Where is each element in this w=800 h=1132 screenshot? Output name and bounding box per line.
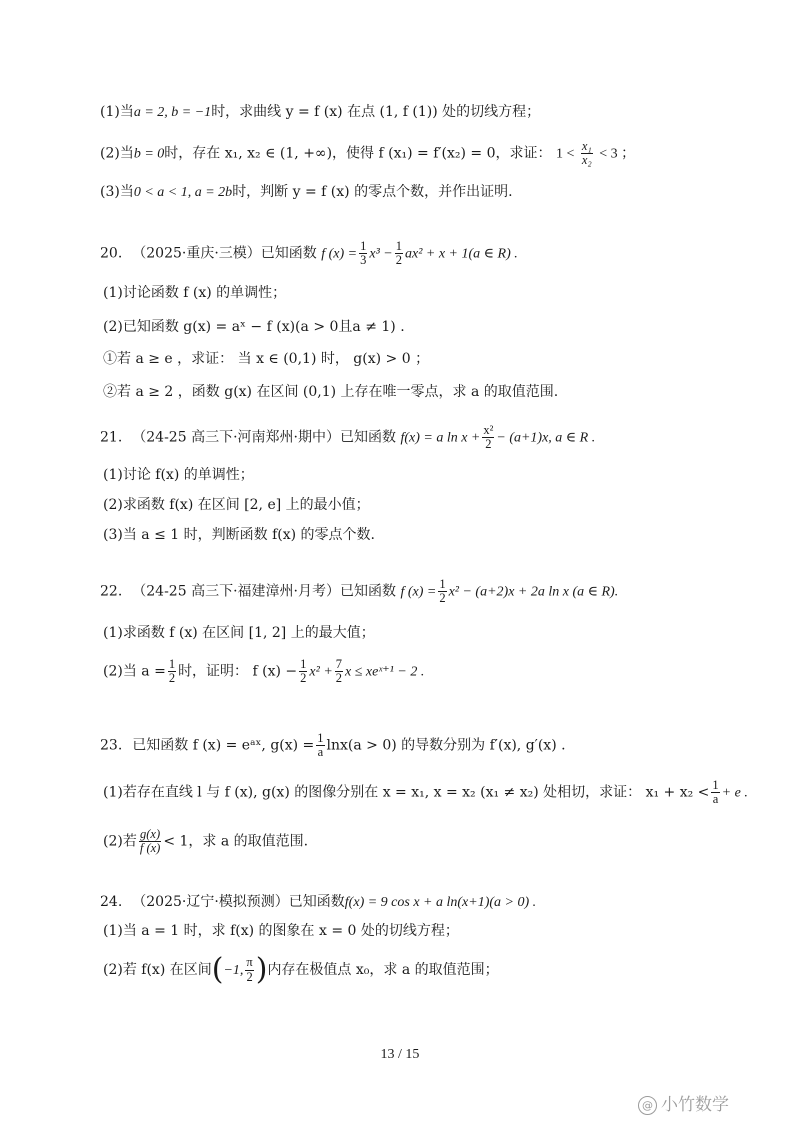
q19-p3-cond: 0 < a < 1, a = 2b [133,185,233,200]
q20-frac2 [395,240,403,267]
q20-func-tail: ax² + x + 1(a ∈ R) . [404,246,518,262]
q21-func-lhs: f(x) = a ln x + [400,430,481,446]
q22-part1: (1)求函数 f (x) 在区间 [1, 2] 上的最大值； [103,625,375,641]
q24-number: 24. [100,894,123,910]
q23-head-tail: lnx(a > 0) 的导数分别为 f′(x), g′(x) . [326,737,566,754]
frac-num: 1 [300,657,307,671]
q22-part2 [103,658,424,685]
frac-den: 2 [485,437,492,452]
frac-den: a [317,745,324,760]
q23-part1 [103,779,748,806]
q23-p2-label: (2)若 [103,833,137,850]
q23-part2 [103,828,308,855]
q19-p2-text: 时，存在 x₁, x₂ ∈ (1, +∞)，使得 f (x₁) = f′(x₂) = 0，求证： [164,145,552,162]
q22-number: 22. [100,583,123,600]
frac-num: π [246,955,253,970]
q24-header [100,893,536,912]
q21-header [100,424,595,451]
q23-p2-frac [139,828,161,855]
q22-p2-mid: 时，证明： f (x) − [178,663,298,680]
frac-den: x₂ [581,153,592,168]
q22-frac [438,578,446,605]
q19-p2-fraction [581,140,593,167]
frac-num: 1 [317,731,324,745]
frac-num: x² [483,423,494,437]
frac-num: 1 [712,778,719,792]
frac-num: 1 [395,239,402,253]
frac-num: 1 [168,657,176,671]
q19-p1-text: 时，求曲线 y = f (x) 在点 (1, f (1)) 处的切线方程； [211,104,541,120]
frac-num: 1 [360,239,367,253]
q23-frac [316,732,324,759]
frac-num: x₁ [581,139,592,153]
q19-p2-label: (2)当 [100,145,134,162]
q22-p2-frac1 [299,658,307,685]
q23-head: 已知函数 f (x) = eᵃˣ, g(x) = [132,737,315,754]
watermark-text: 小竹数学 [661,1095,729,1115]
q23-number: 23. [100,737,123,754]
q22-header [100,578,618,605]
q20-header [100,240,518,267]
q20-number: 20. [100,245,123,262]
q21-frac [482,424,494,451]
q24-p2-label: (2)若 f(x) 在区间 [103,962,212,978]
q19-part3 [100,183,513,202]
frac-den: 2 [395,253,402,268]
q20-part2: (2)已知函数 g(x) = aˣ − f (x)(a > 0且a ≠ 1) . [103,319,405,335]
right-paren: ) [255,952,268,987]
frac-den: 2 [439,591,446,606]
q21-func-tail: − (a+1)x, a ∈ R . [496,430,596,446]
frac-den: 2 [300,671,307,686]
q22-source: （24-25 高三下·福建漳州·月考）已知函数 [132,583,396,600]
q24-p2-pi-frac [245,956,253,983]
at-icon: @ [638,1096,657,1115]
q23-p1-frac [711,779,719,806]
q20-frac1 [359,240,367,267]
frac-den: f (x) [139,841,161,856]
q24-part2 [103,952,499,987]
q19-p2-ineq-right: < 3 ； [599,146,636,162]
q24-source: （2025·辽宁·模拟预测）已知函数 [132,894,345,910]
q22-func-lhs: f (x) = [400,584,437,600]
q19-part1 [100,103,540,122]
q23-header [100,732,566,759]
q19-p3-text: 时，判断 y = f (x) 的零点个数，并作出证明. [232,184,513,200]
q19-p1-label: (1)当 [100,104,134,120]
q19-p3-label: (3)当 [100,184,134,200]
page-number: 13 / 15 [380,1047,420,1062]
q24-p2-tail: 内存在极值点 x₀，求 a 的取值范围； [267,962,499,978]
q20-func-mid: x³ − [369,246,393,262]
q22-p2-tail: x ≤ xeˣ⁺¹ − 2 . [345,664,425,680]
q24-p2-int-left: −1, [223,963,244,978]
q20-part1: (1)讨论函数 f (x) 的单调性； [103,285,287,301]
q20-func-lhs: f (x) = [321,246,358,262]
q20-sub1: ①若 a ≥ e ，求证： 当 x ∈ (0,1) 时， g(x) > 0 ； [103,351,430,367]
q21-source: （24-25 高三下·河南郑州·期中）已知函数 [132,429,396,446]
q19-part2 [100,140,635,167]
q22-func-tail: x² − (a+2)x + 2a ln x (a ∈ R). [448,584,619,600]
q23-p1-tail: + e . [721,785,748,801]
q22-p2-a-frac [168,658,176,685]
q19-p1-cond: a = 2, b = −1 [133,105,212,120]
q21-part1: (1)讨论 f(x) 的单调性； [103,467,254,483]
q21-number: 21. [100,429,123,446]
left-paren: ( [211,952,224,987]
q20-source: （2025·重庆·三模）已知函数 [132,245,317,262]
q21-part3: (3)当 a ≤ 1 时，判断函数 f(x) 的零点个数. [103,527,375,543]
frac-den: a [712,792,719,807]
q23-p1-text: (1)若存在直线 l 与 f (x), g(x) 的图像分别在 x = x₁, x = x₂ (x₁ ≠ x₂) 处相切，求证： x₁ + x₂ < [103,784,710,801]
frac-den: 2 [335,671,343,686]
frac-den: 2 [246,969,253,984]
q22-p2-label: (2)当 a = [103,663,166,680]
q24-part1: (1)当 a = 1 时，求 f(x) 的图象在 x = 0 处的切线方程； [103,923,459,939]
q19-p2-cond: b = 0 [133,146,165,162]
q22-p2-frac2 [335,658,343,685]
frac-num: g(x) [140,827,161,841]
frac-num: 7 [335,657,343,671]
q19-p2-ineq-left: 1 < [555,146,575,162]
q21-part2: (2)求函数 f(x) 在区间 [2, e] 上的最小值； [103,497,370,513]
frac-den: 3 [360,253,367,268]
frac-num: 1 [439,577,446,591]
q22-p2-mid2: x² + [309,664,333,680]
q20-sub2: ②若 a ≥ 2 ，函数 g(x) 在区间 (0,1) 上存在唯一零点，求 a 的取值范围. [103,384,559,400]
q23-p2-tail: < 1，求 a 的取值范围. [163,833,309,850]
q24-func: f(x) = 9 cos x + a ln(x+1)(a > 0) . [344,895,537,910]
frac-den: 2 [168,671,176,686]
watermark [638,1090,729,1115]
